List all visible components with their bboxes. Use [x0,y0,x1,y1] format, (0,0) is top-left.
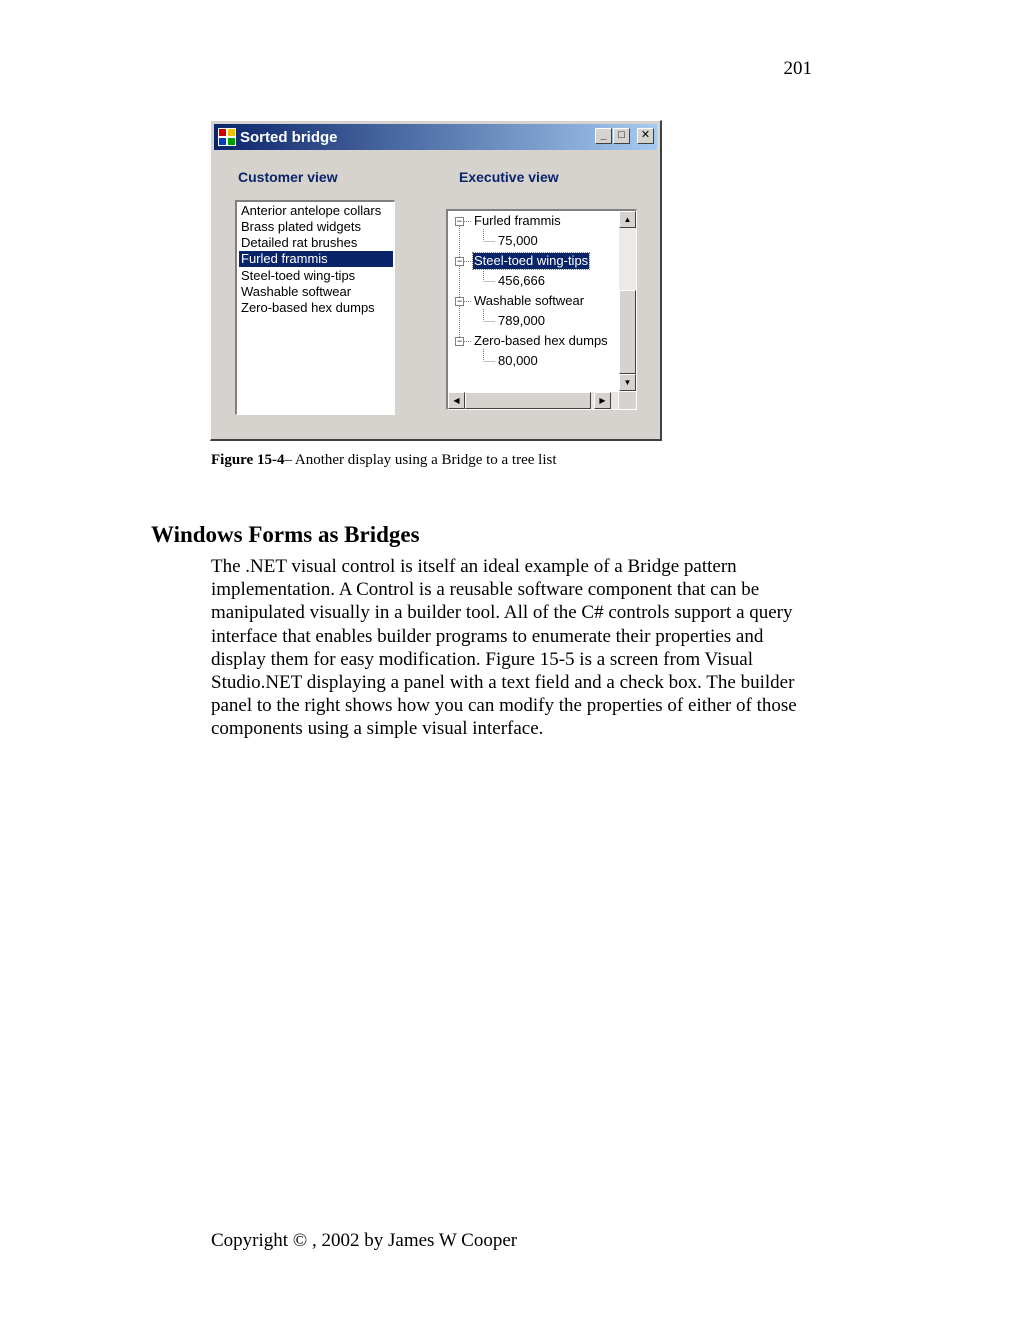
collapse-icon[interactable]: − [456,336,463,346]
close-button[interactable] [637,128,654,144]
tree-node[interactable]: Zero-based hex dumps [474,333,608,348]
scroll-left-icon[interactable]: ◀ [448,392,465,409]
scroll-down-icon[interactable]: ▼ [619,374,636,391]
figure-caption [211,452,557,469]
scroll-track[interactable] [619,228,636,290]
section-heading: Windows Forms as Bridges [151,522,420,547]
caption-label: Figure 15-4 [211,452,285,468]
tree-node[interactable]: Furled frammis [474,213,561,228]
scroll-right-icon[interactable]: ▶ [594,392,611,409]
minimize-button[interactable] [595,128,612,144]
list-item[interactable]: Brass plated widgets [241,219,361,234]
maximize-icon: □ [618,129,625,141]
app-icon [218,128,236,146]
list-item[interactable]: Zero-based hex dumps [241,300,375,315]
executive-view-label: Executive view [459,169,559,185]
tree-leaf[interactable]: 789,000 [498,313,545,328]
minimize-icon: _ [600,129,607,141]
executive-tree[interactable] [446,209,637,410]
scroll-thumb[interactable] [619,290,636,374]
collapse-icon[interactable]: − [456,216,463,226]
list-item[interactable]: Anterior antelope collars [241,203,382,218]
vertical-scrollbar[interactable] [619,211,636,391]
page-number: 201 [783,58,812,79]
tree-lines [448,211,637,410]
list-item-selected[interactable]: Furled frammis [239,251,393,267]
scroll-thumb-horizontal[interactable] [465,392,591,409]
collapse-icon[interactable]: − [456,256,463,266]
collapse-icon[interactable]: − [456,296,463,306]
customer-list[interactable] [235,200,395,415]
close-icon: ✕ [640,129,651,141]
caption-text: – Another display using a Bridge to a tree list [284,452,557,468]
list-item[interactable]: Detailed rat brushes [241,235,358,250]
tree-leaf[interactable]: 75,000 [498,233,538,248]
window-title: Sorted bridge [240,129,338,146]
tree-node-selected[interactable]: Steel-toed wing-tips [474,253,589,268]
horizontal-scrollbar[interactable] [448,392,618,409]
customer-view-label: Customer view [238,169,338,185]
list-item[interactable]: Steel-toed wing-tips [241,268,356,283]
copyright-footer: Copyright © , 2002 by James W Cooper [211,1230,518,1251]
scroll-up-icon[interactable]: ▲ [619,211,636,228]
maximize-button[interactable] [613,128,630,144]
list-item[interactable]: Washable softwear [241,284,352,299]
tree-leaf[interactable]: 456,666 [498,273,545,288]
body-paragraph: The .NET visual control is itself an ideal example of a Bridge pattern implementation. A Control is a reusable software component that can be manipulated visually in a builder tool. All of the C# controls support a query interface that enables builder programs to enumerate their properties and display them for easy modification. Figure 15-5 is a screen from Visual Studio.NET displaying a panel with a text field and a check box. The builder panel to the right shows how you can modify the properties of either of those components using a simple visual interface. [211,556,797,740]
tree-leaf[interactable]: 80,000 [498,353,538,368]
scrollbar-corner [619,392,636,409]
title-bar[interactable] [214,124,657,150]
sorted-bridge-window [210,120,662,441]
tree-node[interactable]: Washable softwear [474,293,585,308]
